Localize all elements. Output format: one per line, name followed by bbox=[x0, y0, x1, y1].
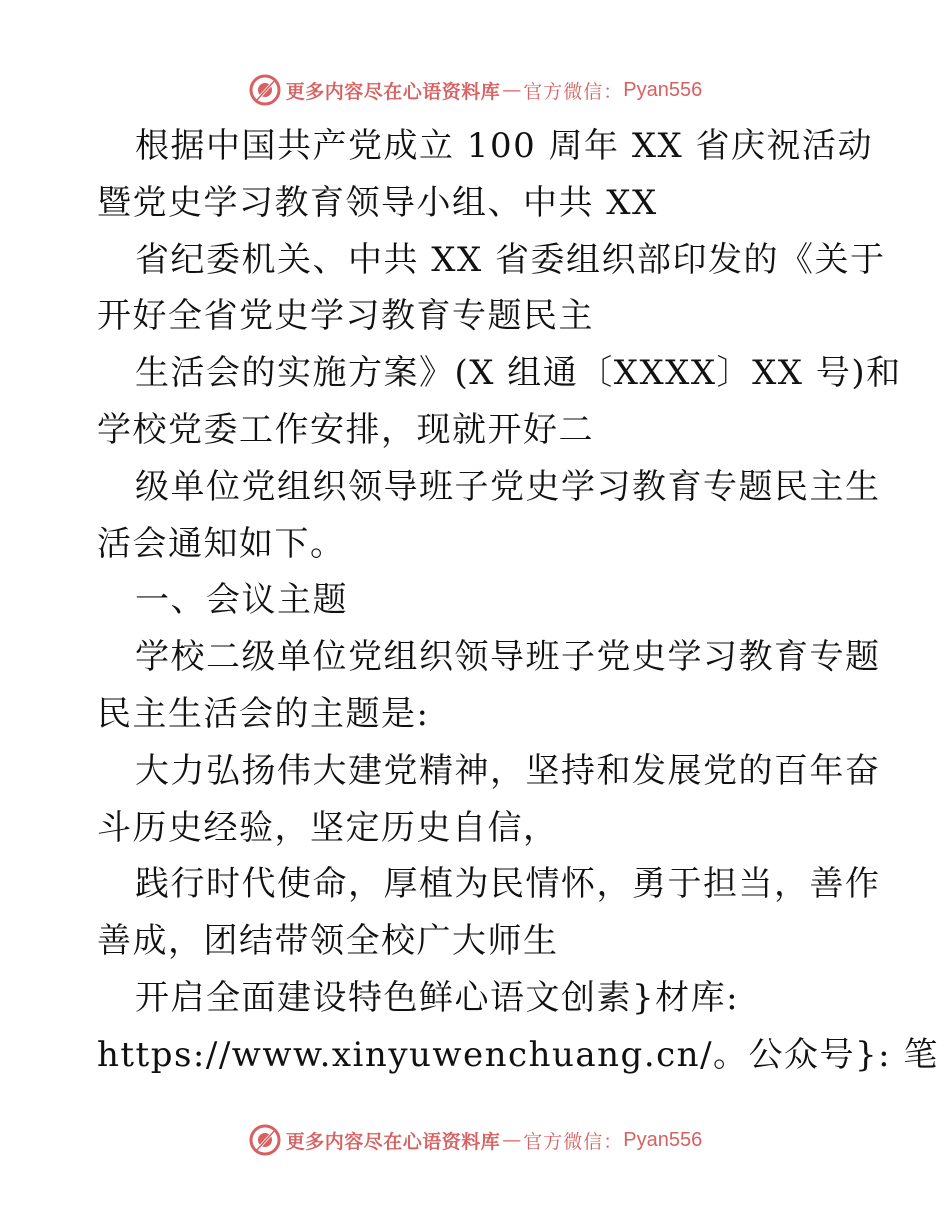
body-line: 大力弘扬伟大建党精神，坚持和发展党的百年奋 bbox=[135, 750, 881, 791]
body-line: 斗历史经验，坚定历史自信， bbox=[97, 807, 559, 848]
body-line: 践行时代使命，厚植为民情怀，勇于担当，善作 bbox=[135, 864, 881, 905]
watermark-label: 官方微信： bbox=[523, 1130, 624, 1153]
body-line: 民主生活会的主题是: bbox=[97, 693, 430, 734]
body-line: 省纪委机关、中共 XX 省委组织部印发的《关于 bbox=[135, 239, 886, 280]
watermark-label: 官方微信： bbox=[523, 80, 624, 103]
body-line: 学校党委工作安排，现就开好二 bbox=[97, 409, 594, 450]
watermark-text: 更多内容尽在心语资料库 bbox=[285, 80, 501, 103]
watermark-separator: — bbox=[502, 79, 522, 101]
body-line-url[interactable]: https://www.xinyuwenchuang.cn/。公众号}: 笔 bbox=[97, 1034, 939, 1075]
watermark-logo-icon bbox=[248, 1123, 282, 1157]
watermark-separator: — bbox=[502, 1129, 522, 1151]
watermark-wechat-id: Pyan556 bbox=[623, 78, 703, 101]
section-heading: 一、会议主题 bbox=[135, 580, 348, 621]
watermark-wechat-id: Pyan556 bbox=[623, 1128, 703, 1151]
body-line: 开启全面建设特色鲜心语文创素}材库: bbox=[135, 977, 740, 1018]
body-line: 学校二级单位党组织领导班子党史学习教育专题 bbox=[135, 637, 881, 678]
body-line: 活会通知如下。 bbox=[97, 523, 346, 564]
body-line: 生活会的实施方案》(X 组通〔XXXX〕XX 号)和 bbox=[135, 353, 902, 394]
body-line: 善成，团结带领全校广大师生 bbox=[97, 921, 559, 962]
footer-watermark-banner bbox=[0, 1120, 950, 1160]
body-line: 暨党史学习教育领导小组、中共 XX bbox=[97, 182, 658, 223]
header-watermark-banner bbox=[0, 70, 950, 110]
body-line: 根据中国共产党成立 100 周年 XX 省庆祝活动 bbox=[135, 126, 874, 166]
watermark-text: 更多内容尽在心语资料库 bbox=[285, 1130, 501, 1153]
document-body bbox=[97, 118, 939, 1084]
body-line: 开好全省党史学习教育专题民主 bbox=[97, 296, 594, 337]
watermark-logo-icon bbox=[248, 73, 282, 107]
body-line: 级单位党组织领导班子党史学习教育专题民主生 bbox=[135, 466, 881, 507]
